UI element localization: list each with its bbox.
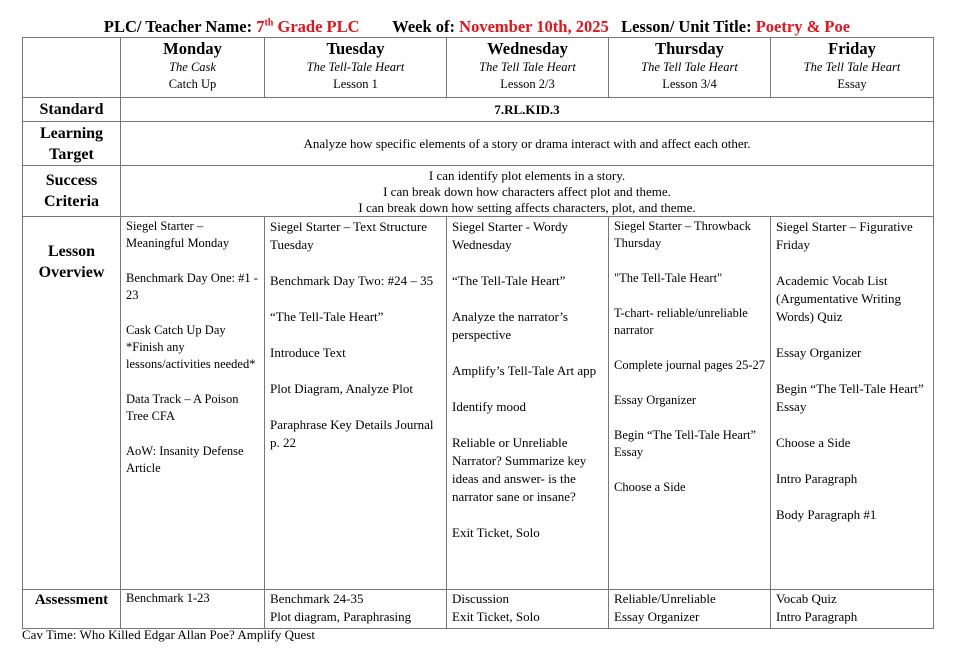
day-lesson: Catch Up — [168, 77, 217, 91]
overview-item: Reliable or Unreliable Narrator? Summarize key ideas and answer- is the narrator sane or insane? — [452, 435, 587, 504]
overview-item: Essay Organizer — [776, 345, 862, 360]
row-label: Assessment — [23, 590, 121, 629]
plc-value: 7th Grade PLC — [256, 17, 360, 36]
overview-item: Plot Diagram, Analyze Plot — [270, 381, 413, 396]
assessment-item: Reliable/Unreliable — [614, 591, 716, 606]
learning-target-value: Analyze how specific elements of a story or drama interact with and affect each other. — [121, 122, 934, 166]
assessment-item: Discussion — [452, 591, 510, 606]
lesson-overview-row — [23, 217, 934, 590]
day-header-monday — [121, 38, 265, 98]
overview-item: Complete journal pages 25-27 — [614, 358, 766, 372]
assessment-item: Plot diagram, Paraphrasing — [270, 609, 412, 624]
day-header-tuesday — [265, 38, 447, 98]
overview-item: Analyze the narrator’s perspective — [452, 309, 568, 342]
day-name: Thursday — [655, 39, 724, 58]
assessment-wednesday — [447, 590, 609, 629]
overview-item: AoW: Insanity Defense Article — [126, 444, 244, 475]
lesson-overview-tuesday — [265, 217, 447, 590]
assessment-friday — [771, 590, 934, 629]
day-lesson: Essay — [837, 77, 867, 91]
criteria-line: I can break down how characters affect plot and theme. — [383, 184, 671, 199]
criteria-line: I can identify plot elements in a story. — [428, 168, 626, 183]
day-header-friday — [771, 38, 934, 98]
overview-item: Identify mood — [452, 399, 527, 414]
assessment-item: Benchmark 1-23 — [126, 591, 210, 605]
row-label: Learning Target — [23, 122, 121, 166]
corner-cell — [23, 38, 121, 98]
overview-item: “The Tell-Tale Heart” — [270, 309, 384, 324]
day-lesson: Lesson 2/3 — [500, 77, 555, 91]
day-header-wednesday — [447, 38, 609, 98]
success-criteria-row — [23, 166, 934, 217]
overview-item: Introduce Text — [270, 345, 346, 360]
day-text-title: The Cask — [169, 60, 216, 74]
standard-row — [23, 98, 934, 122]
standard-value: 7.RL.KID.3 — [121, 98, 934, 122]
lesson-overview-thursday — [609, 217, 771, 590]
row-label: Standard — [23, 98, 121, 122]
assessment-row — [23, 590, 934, 629]
day-text-title: The Tell-Tale Heart — [306, 60, 405, 74]
lesson-overview-monday — [121, 217, 265, 590]
day-name: Wednesday — [487, 39, 568, 58]
overview-item: Academic Vocab List (Argumentative Writing Words) Quiz — [776, 273, 901, 324]
criteria-line: I can break down how setting affects characters, plot, and theme. — [358, 200, 696, 215]
overview-item: Data Track – A Poison Tree CFA — [126, 392, 239, 423]
overview-item: Choose a Side — [614, 480, 686, 494]
assessment-item: Vocab Quiz — [776, 591, 837, 606]
week-value: November 10th, 2025 — [459, 17, 609, 36]
overview-item: Siegel Starter – Text Structure Tuesday — [270, 219, 427, 252]
overview-item: Paraphrase Key Details Journal p. 22 — [270, 417, 434, 450]
lesson-plan-table — [22, 37, 934, 629]
overview-item: Benchmark Day Two: #24 – 35 — [270, 273, 434, 288]
day-name: Tuesday — [326, 39, 385, 58]
overview-item: Begin “The Tell-Tale Heart” Essay — [776, 381, 924, 414]
overview-item: Siegel Starter – Figurative Friday — [776, 219, 913, 252]
day-text-title: The Tell Tale Heart — [641, 60, 738, 74]
assessment-item: Benchmark 24-35 — [270, 591, 364, 606]
day-header-thursday — [609, 38, 771, 98]
days-header-row — [23, 38, 934, 98]
overview-item: Exit Ticket, Solo — [452, 525, 540, 540]
overview-item: Choose a Side — [776, 435, 851, 450]
unit-label: Lesson/ Unit Title: — [621, 17, 752, 36]
success-criteria-value — [121, 166, 934, 217]
day-text-title: The Tell Tale Heart — [803, 60, 901, 74]
lesson-overview-friday — [771, 217, 934, 590]
day-name: Monday — [163, 39, 222, 58]
overview-item: Siegel Starter - Wordy Wednesday — [452, 219, 569, 252]
day-lesson: Lesson 1 — [333, 77, 378, 91]
overview-item: Siegel Starter – Meaningful Monday — [126, 219, 230, 250]
overview-item: Essay Organizer — [614, 393, 697, 407]
row-label: Lesson Overview — [23, 217, 121, 590]
assessment-monday — [121, 590, 265, 629]
learning-target-row — [23, 122, 934, 166]
assessment-item: Essay Organizer — [614, 609, 700, 624]
plc-label: PLC/ Teacher Name: — [103, 17, 253, 36]
document-title — [0, 17, 954, 37]
row-label: Success Criteria — [23, 166, 121, 217]
assessment-item: Exit Ticket, Solo — [452, 609, 540, 624]
week-label: Week of: — [392, 17, 456, 36]
overview-item: "The Tell-Tale Heart" — [614, 271, 723, 285]
overview-item: “The Tell-Tale Heart” — [452, 273, 566, 288]
day-name: Friday — [828, 39, 876, 58]
overview-item: Siegel Starter – Throwback Thursday — [614, 219, 751, 250]
overview-item: T-chart- reliable/unreliable narrator — [614, 306, 748, 337]
overview-item: Amplify’s Tell-Tale Art app — [452, 363, 597, 378]
day-lesson: Lesson 3/4 — [662, 77, 717, 91]
overview-item: Begin “The Tell-Tale Heart” Essay — [614, 428, 757, 459]
overview-item: Intro Paragraph — [776, 471, 858, 486]
assessment-thursday — [609, 590, 771, 629]
overview-item: Cask Catch Up Day *Finish any lessons/activities needed* — [126, 323, 256, 371]
lesson-overview-wednesday — [447, 217, 609, 590]
assessment-tuesday — [265, 590, 447, 629]
overview-item: Benchmark Day One: #1 - 23 — [126, 271, 258, 302]
assessment-item: Intro Paragraph — [776, 609, 858, 624]
unit-value: Poetry & Poe — [755, 17, 851, 36]
footer-note: Cav Time: Who Killed Edgar Allan Poe? Amplify Quest — [22, 627, 315, 642]
overview-item: Body Paragraph #1 — [776, 507, 877, 522]
day-text-title: The Tell Tale Heart — [479, 60, 576, 74]
